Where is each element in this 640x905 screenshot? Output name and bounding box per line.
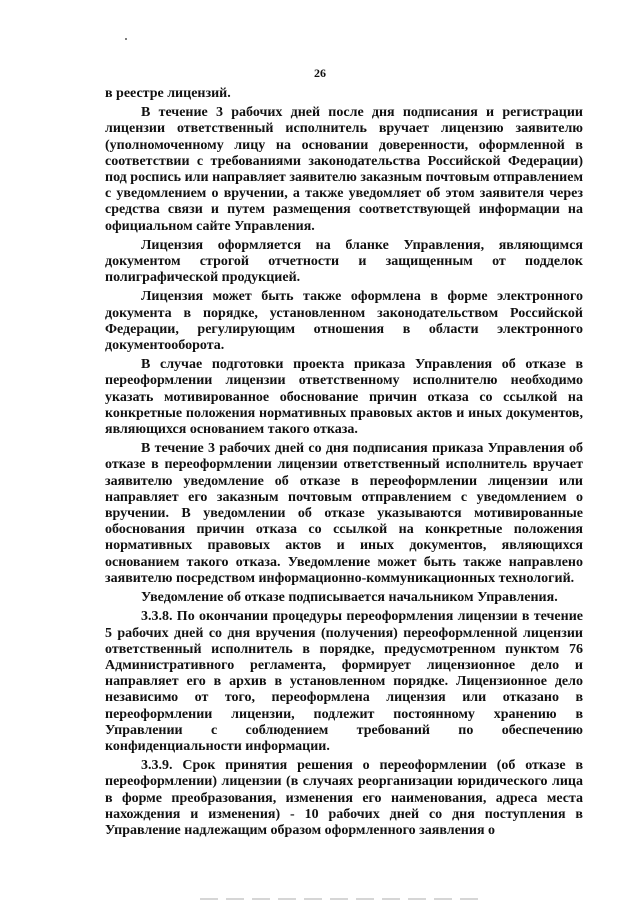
- scan-speck: [125, 38, 127, 40]
- paragraph-electronic-license: Лицензия может быть также оформлена в форме электронного документа в порядке, установленном законодательством Российской Федерации, регулирующим отношения в области электронного документооборота.: [105, 289, 583, 354]
- paragraph-refusal-draft: В случае подготовки проекта приказа Управления об отказе в переоформлении лицензии ответственному исполнителю необходимо указать мотивированное обоснование причин отказа со ссылкой на конкретные положения нормативных правовых актов и иных документов, являющихся основанием такого отказа.: [105, 357, 583, 438]
- paragraph-3-3-9: 3.3.9. Срок принятия решения о переоформлении (об отказе в переоформлении) лицензии (в случаях реорганизации юридического лица в форме преобразования, изменения его наименования, адреса места нахождения и изменения) - 10 рабочих дней со дня поступления в Управление надлежащим образом оформленного заявления о: [105, 758, 583, 838]
- paragraph-3-3-8: 3.3.8. По окончании процедуры переоформления лицензии в течение 5 рабочих дней со дня вручения (получения) переоформленной лицензии ответственный исполнитель в порядке, предусмотренном пунктом 76 Административного регламента, формирует лицензионное дело и направляет его в архив в установленном порядке. Лицензионное дело независимо от того, переоформлена лицензия или отказано в переоформлении лицензии, подлежит постоянному хранению в Управлении с соблюдением требований по обеспечению конфиденциальности информации.: [105, 609, 583, 754]
- paragraph-continuation: в реестре лицензий.: [105, 86, 231, 101]
- scan-bottom-marks: [200, 898, 480, 900]
- document-body: [105, 86, 583, 842]
- paragraph-license-delivery: В течение 3 рабочих дней после дня подписания и регистрации лицензии ответственный исполнитель вручает лицензию заявителю (уполномоченному лицу на основании доверенности, оформленной в соответствии с требованиями законодательства Российской Федерации) под роспись или направляет заявителю заказным почтовым отправлением с уведомлением о вручении, а также уведомляет об этом заявителя через средства связи и путем размещения соответствующей информации на официальном сайте Управления.: [105, 105, 583, 234]
- paragraph-license-form: Лицензия оформляется на бланке Управления, являющимся документом строгой отчетности и защищенным от подделок полиграфической продукцией.: [105, 237, 583, 286]
- paragraph-refusal-notice: В течение 3 рабочих дней со дня подписания приказа Управления об отказе в переоформлении лицензии ответственный исполнитель вручает заявителю уведомление об отказе в переоформлении лицензии или направляет его заказным почтовым отправлением с уведомлением о вручении. В уведомлении об отказе указываются мотивированные обоснования причин отказа со ссылкой на конкретные положения нормативных правовых актов и иных документов, являющихся основанием такого отказа. Уведомление может быть также направлено заявителю посредством информационно-коммуникационных технологий.: [105, 441, 583, 586]
- page-number: 26: [314, 66, 326, 80]
- paragraph-notice-signing: Уведомление об отказе подписывается начальником Управления.: [141, 590, 558, 606]
